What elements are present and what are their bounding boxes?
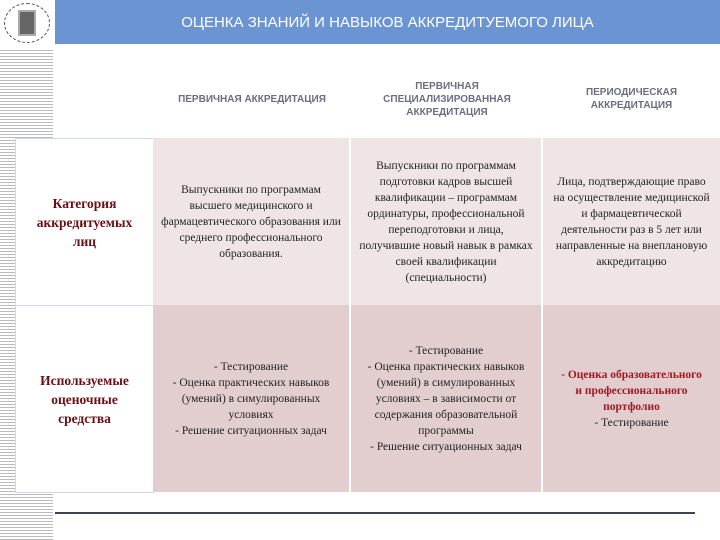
page-title: ОЦЕНКА ЗНАНИЙ И НАВЫКОВ АККРЕДИТУЕМОГО ЛИЦА: [55, 0, 720, 44]
row-label-category: Категория аккредитуемых лиц: [15, 138, 154, 306]
bottom-divider: [55, 512, 695, 514]
column-header-specialized: ПЕРВИЧНАЯ СПЕЦИАЛИЗИРОВАННАЯ АККРЕДИТАЦИЯ: [383, 80, 511, 118]
cell-tools-specialized: - Тестирование - Оценка практических навыков (умений) в симулированных условиях – в зависимости от содержания образовательной программы - Решение ситуационных задач: [351, 305, 543, 492]
portfolio-assessment-text: - Оценка образовательного и профессионального портфолио: [561, 368, 702, 413]
cell-category-primary: Выпускники по программам высшего медицинского и фармацевтического образования или среднего профессионального образования.: [153, 138, 351, 305]
cell-tools-periodic: [543, 305, 720, 492]
cell-tools-primary: - Тестирование - Оценка практических навыков (умений) в симулированных условиях - Решение ситуационных задач: [153, 305, 351, 492]
cell-category-periodic: Лица, подтверждающие право на осуществление медицинской и фармацевтической деятельности раз в 5 лет или направленные на внеплановую аккредитацию: [543, 138, 720, 305]
column-header-periodic: ПЕРИОДИЧЕСКАЯ АККРЕДИТАЦИЯ: [585, 87, 678, 111]
cell-category-specialized: Выпускники по программам подготовки кадров высшей квалификации – программам ординатуры, профессиональной переподготовки и лица, получившие новый навык в рамках своей квалификации (специальности): [351, 138, 543, 305]
university-seal-logo: [4, 3, 50, 43]
column-header-primary: ПЕРВИЧНАЯ АККРЕДИТАЦИЯ: [178, 93, 326, 105]
row-label-tools: Используемые оценочные средства: [15, 305, 154, 493]
testing-text: - Тестирование: [594, 416, 669, 429]
